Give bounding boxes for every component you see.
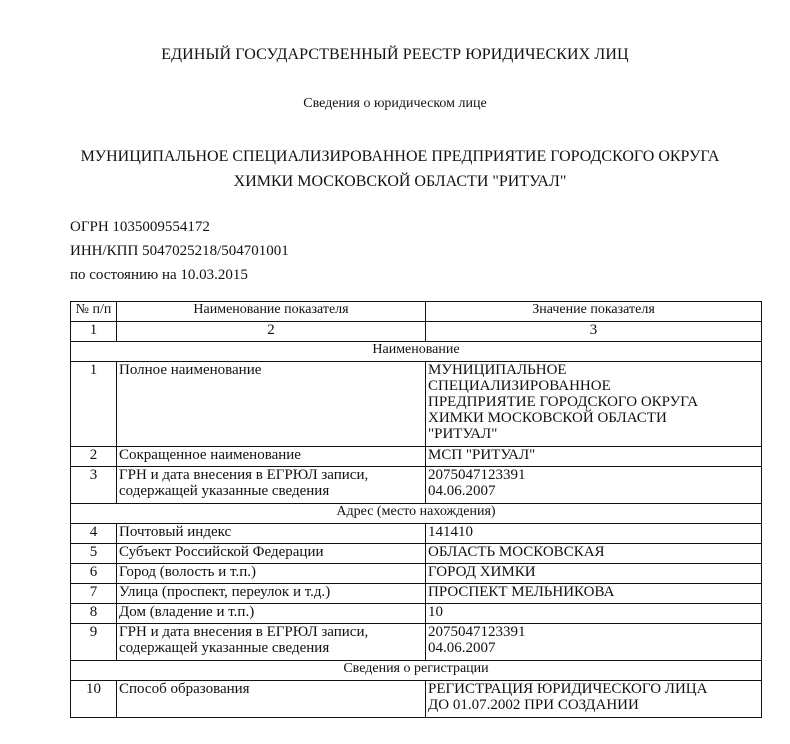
row-value-line: 04.06.2007 xyxy=(428,483,496,499)
row-value-line: ДО 01.07.2002 ПРИ СОЗДАНИИ xyxy=(428,697,639,713)
table-row xyxy=(71,624,762,661)
row-number: 6 xyxy=(71,564,117,584)
row-label: Полное наименование xyxy=(117,362,426,447)
section-title: Адрес (место нахождения) xyxy=(71,504,762,524)
row-number: 2 xyxy=(71,447,117,467)
row-label-line: содержащей указанные сведения xyxy=(119,483,330,499)
organization-name-line: ХИМКИ МОСКОВСКОЙ ОБЛАСТИ "РИТУАЛ" xyxy=(233,173,567,190)
inn-kpp-text: ИНН/КПП 5047025218/504701001 xyxy=(70,243,289,259)
row-label: Почтовый индекс xyxy=(117,524,426,544)
row-label-line: ГРН и дата внесения в ЕГРЮЛ записи, xyxy=(119,467,369,483)
egrul-table xyxy=(70,301,762,718)
document-title: ЕДИНЫЙ ГОСУДАРСТВЕННЫЙ РЕЕСТР ЮРИДИЧЕСКИХ ЛИЦ xyxy=(161,46,629,63)
row-label: Субъект Российской Федерации xyxy=(117,544,426,564)
column-header-indicator: Наименование показателя xyxy=(117,302,426,322)
row-label xyxy=(117,624,426,661)
table-row xyxy=(71,604,762,624)
row-value-line: ХИМКИ МОСКОВСКОЙ ОБЛАСТИ xyxy=(428,410,667,426)
table-row xyxy=(71,584,762,604)
row-number: 9 xyxy=(71,624,117,661)
row-value: 10 xyxy=(426,604,762,624)
row-value-line: 04.06.2007 xyxy=(428,640,496,656)
organization-name xyxy=(40,144,760,194)
table-row xyxy=(71,447,762,467)
row-number: 4 xyxy=(71,524,117,544)
row-label-line: содержащей указанные сведения xyxy=(119,640,330,656)
row-value-line: 2075047123391 xyxy=(428,467,526,483)
row-value xyxy=(426,467,762,504)
row-number: 3 xyxy=(71,467,117,504)
table-header-row xyxy=(71,302,762,322)
row-value: ПРОСПЕКТ МЕЛЬНИКОВА xyxy=(426,584,762,604)
section-header-row xyxy=(71,661,762,681)
row-value: ГОРОД ХИМКИ xyxy=(426,564,762,584)
column-header-value: Значение показателя xyxy=(426,302,762,322)
section-header-row xyxy=(71,342,762,362)
row-value: МСП "РИТУАЛ" xyxy=(426,447,762,467)
column-number: 3 xyxy=(426,322,762,342)
as-of-date-text: по состоянию на 10.03.2015 xyxy=(70,267,248,283)
section-title: Сведения о регистрации xyxy=(71,661,762,681)
table-row xyxy=(71,544,762,564)
table-row xyxy=(71,362,762,447)
row-value-line: 2075047123391 xyxy=(428,624,526,640)
column-number: 2 xyxy=(117,322,426,342)
row-label: Сокращенное наименование xyxy=(117,447,426,467)
ogrn-text: ОГРН 1035009554172 xyxy=(70,219,210,235)
row-value xyxy=(426,624,762,661)
row-label: Улица (проспект, переулок и т.д.) xyxy=(117,584,426,604)
row-value xyxy=(426,362,762,447)
row-label-line: ГРН и дата внесения в ЕГРЮЛ записи, xyxy=(119,624,369,640)
row-number: 10 xyxy=(71,681,117,718)
column-number: 1 xyxy=(71,322,117,342)
row-number: 7 xyxy=(71,584,117,604)
document-subtitle: Сведения о юридическом лице xyxy=(303,96,487,111)
organization-name-line: МУНИЦИПАЛЬНОЕ СПЕЦИАЛИЗИРОВАННОЕ ПРЕДПРИЯТИЕ ГОРОДСКОГО ОКРУГА xyxy=(80,148,720,165)
row-label: Город (волость и т.п.) xyxy=(117,564,426,584)
row-value-line: СПЕЦИАЛИЗИРОВАННОЕ xyxy=(428,378,611,394)
row-number: 1 xyxy=(71,362,117,447)
section-header-row xyxy=(71,504,762,524)
row-value xyxy=(426,681,762,718)
row-label xyxy=(117,467,426,504)
row-value-line: "РИТУАЛ" xyxy=(428,426,498,442)
row-number: 5 xyxy=(71,544,117,564)
column-number-row xyxy=(71,322,762,342)
row-value-line: РЕГИСТРАЦИЯ ЮРИДИЧЕСКОГО ЛИЦА xyxy=(428,681,708,697)
registration-meta xyxy=(70,215,289,287)
section-title: Наименование xyxy=(71,342,762,362)
row-value-line: ПРЕДПРИЯТИЕ ГОРОДСКОГО ОКРУГА xyxy=(428,394,699,410)
table-row xyxy=(71,467,762,504)
table-row xyxy=(71,681,762,718)
row-label: Способ образования xyxy=(117,681,426,718)
row-value-line: МУНИЦИПАЛЬНОЕ xyxy=(428,362,567,378)
column-header-number: № п/п xyxy=(71,302,117,322)
table-row xyxy=(71,524,762,544)
row-value: 141410 xyxy=(426,524,762,544)
row-label: Дом (владение и т.п.) xyxy=(117,604,426,624)
table-row xyxy=(71,564,762,584)
row-number: 8 xyxy=(71,604,117,624)
row-value: ОБЛАСТЬ МОСКОВСКАЯ xyxy=(426,544,762,564)
